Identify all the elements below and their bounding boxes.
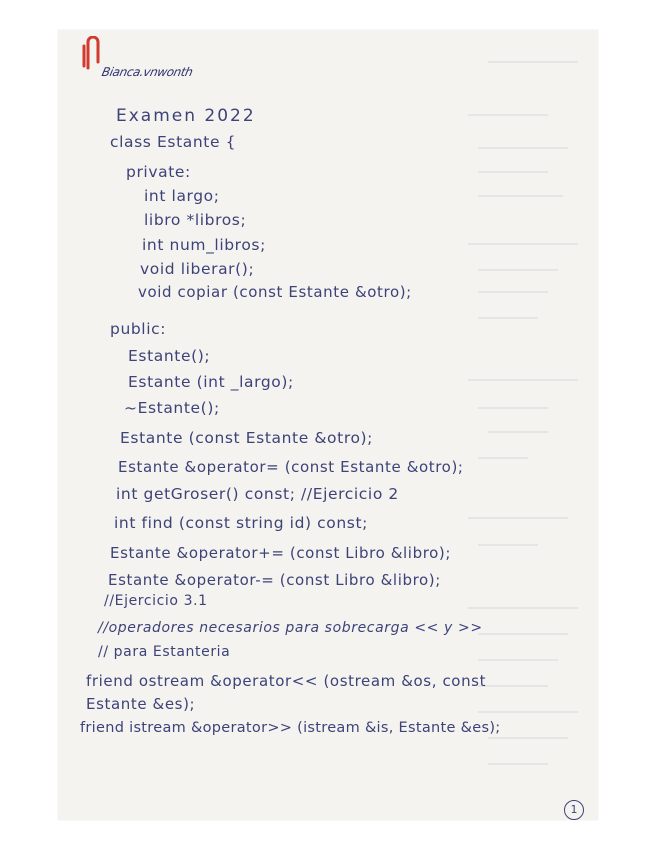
- code-line: int num_libros;: [142, 236, 266, 254]
- paperclip-icon: [80, 36, 102, 70]
- notebook-page: [58, 30, 598, 820]
- code-line: Estante &operator-= (const Libro &libro);: [108, 571, 441, 589]
- code-line: Estante (const Estante &otro);: [120, 429, 374, 447]
- code-line: friend istream &operator>> (istream &is, Estante &es);: [80, 720, 501, 736]
- code-line: private:: [126, 163, 191, 181]
- exam-title: Examen 2022: [116, 106, 256, 126]
- code-line: Estante &operator= (const Estante &otro);: [118, 458, 464, 476]
- code-comment: //Ejercicio 3.1: [104, 593, 208, 609]
- code-line: int largo;: [144, 187, 220, 205]
- code-line: void liberar();: [140, 260, 255, 278]
- code-comment: // para Estanteria: [98, 644, 231, 660]
- code-line: int find (const string id) const;: [114, 514, 368, 532]
- code-line: void copiar (const Estante &otro);: [138, 283, 412, 301]
- code-line: libro *libros;: [144, 211, 247, 229]
- code-line: Estante();: [128, 347, 211, 365]
- code-line: class Estante {: [110, 133, 237, 151]
- code-line: ~Estante();: [124, 399, 220, 417]
- code-line: Estante &operator+= (const Libro &libro);: [110, 544, 452, 562]
- signature: Bianca.vnwonth: [100, 65, 194, 79]
- code-line: Estante (int _largo);: [128, 373, 294, 391]
- page-number: 1: [564, 800, 584, 820]
- code-line: public:: [110, 320, 167, 338]
- code-line: int getGroser() const; //Ejercicio 2: [116, 485, 399, 503]
- code-line: Estante &es);: [86, 695, 196, 713]
- code-comment: //operadores necesarios para sobrecarga << y >>: [98, 620, 483, 636]
- code-line: friend ostream &operator<< (ostream &os, const: [86, 672, 487, 690]
